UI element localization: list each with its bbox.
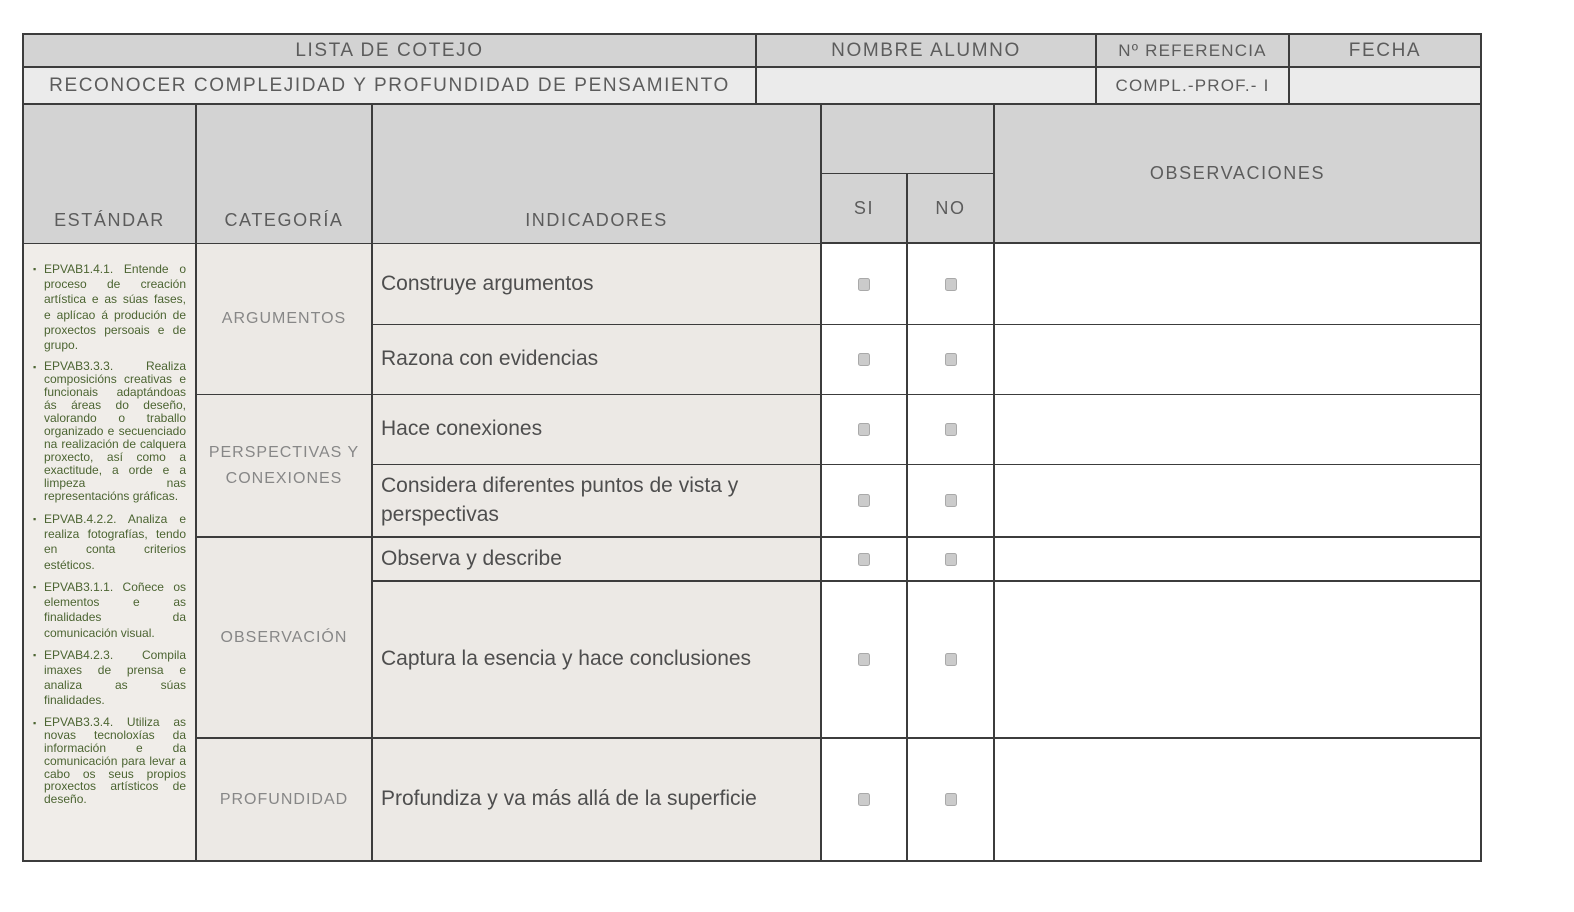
indicator-cell [373, 538, 822, 582]
no-checkbox-cell[interactable] [908, 395, 995, 465]
si-checkbox-cell[interactable] [822, 244, 908, 325]
checkbox-icon[interactable] [858, 494, 870, 507]
si-checkbox-cell[interactable] [822, 395, 908, 465]
document-subtitle: RECONOCER COMPLEJIDAD Y PROFUNDIDAD DE PENSAMIENTO [49, 74, 730, 96]
standard-item: ▪ EPVAB1.4.1. Entende o proceso de creación artística e as súas fases, e aplícao á produción de proxectos persoais e de grupo. [33, 262, 186, 353]
checkbox-icon[interactable] [945, 653, 957, 666]
checkbox-icon[interactable] [858, 353, 870, 366]
category-argumentos [197, 244, 373, 395]
si-checkbox-cell[interactable] [822, 739, 908, 860]
indicadores-label: INDICADORES [525, 210, 668, 230]
no-checkbox-cell[interactable] [908, 465, 995, 538]
checkbox-icon[interactable] [945, 278, 957, 291]
checkbox-icon[interactable] [858, 423, 870, 436]
indicator-text: Razona con evidencias [381, 347, 599, 371]
standard-item: ▪ EPVAB4.2.3. Compila imaxes de prensa e analiza as súas finalidades. [33, 648, 186, 709]
standard-item: ▪ EPVAB3.1.1. Coñece os elementos e as finalidades da comunicación visual. [33, 580, 186, 641]
date-header [1290, 35, 1480, 68]
checkbox-icon[interactable] [858, 653, 870, 666]
category-profundidad [197, 739, 373, 860]
student-name-field[interactable] [757, 68, 1097, 105]
no-checkbox-cell[interactable] [908, 538, 995, 582]
standard-item: ▪ EPVAB3.3.3. Realiza composicións creativas e funcionais adaptándoas ás áreas do deseño, valorando o traballo organizado e secuenciado na realización de calquera proxecto, así como a exactitude, a orde e a limpeza nas representacións gráficas. [33, 360, 186, 502]
indicator-text: Construye argumentos [381, 271, 594, 295]
category-observacion [197, 538, 373, 739]
no-checkbox-cell[interactable] [908, 325, 995, 395]
standards-cell [24, 244, 197, 860]
subtitle-cell [24, 68, 757, 105]
checkbox-icon[interactable] [945, 793, 957, 806]
indicator-cell [373, 395, 822, 465]
column-header-categoria [197, 105, 373, 244]
observaciones-label: OBSERVACIONES [1149, 163, 1326, 183]
no-checkbox-cell[interactable] [908, 739, 995, 860]
checkbox-icon[interactable] [858, 793, 870, 806]
date-field[interactable] [1290, 68, 1480, 105]
indicator-text: Observa y describe [381, 546, 562, 570]
observations-cell[interactable] [995, 325, 1480, 395]
column-header-si [822, 174, 908, 244]
date-label: FECHA [1348, 39, 1422, 61]
observations-cell[interactable] [995, 244, 1480, 325]
si-checkbox-cell[interactable] [822, 325, 908, 395]
student-name-label: NOMBRE ALUMNO [831, 39, 1021, 61]
main-table-band [24, 105, 1480, 860]
si-checkbox-cell[interactable] [822, 582, 908, 739]
reference-value-cell [1097, 68, 1290, 105]
category-perspectivas [197, 395, 373, 538]
checkbox-icon[interactable] [945, 353, 957, 366]
column-header-observaciones [995, 105, 1480, 244]
title-cell [24, 35, 757, 68]
checkbox-icon[interactable] [858, 553, 870, 566]
indicator-cell [373, 739, 822, 860]
category-label: ARGUMENTOS [221, 310, 347, 328]
top-header-band [24, 35, 1480, 105]
reference-label: Nº REFERENCIA [1118, 40, 1267, 60]
indicator-text: Profundiza y va más allá de la superficie [381, 787, 757, 811]
indicator-cell [373, 465, 822, 538]
checkbox-icon[interactable] [945, 494, 957, 507]
checklist-table [22, 33, 1482, 862]
checkbox-icon[interactable] [945, 553, 957, 566]
indicator-cell [373, 244, 822, 325]
observations-cell[interactable] [995, 465, 1480, 538]
reference-value: COMPL.-PROF.- I [1115, 75, 1270, 95]
si-label: SI [853, 197, 875, 218]
column-header-estandar [24, 105, 197, 244]
si-checkbox-cell[interactable] [822, 465, 908, 538]
checkbox-icon[interactable] [858, 278, 870, 291]
no-checkbox-cell[interactable] [908, 244, 995, 325]
reference-header [1097, 35, 1290, 68]
indicator-cell [373, 325, 822, 395]
document-title: LISTA DE COTEJO [295, 39, 484, 61]
indicator-text: Hace conexiones [381, 417, 543, 441]
student-name-header [757, 35, 1097, 68]
indicator-text: Considera diferentes puntos de vista y perspectivas [381, 474, 739, 526]
indicator-text: Captura la esencia y hace conclusiones [381, 647, 752, 671]
column-header-no [908, 174, 995, 244]
no-checkbox-cell[interactable] [908, 582, 995, 739]
no-label: NO [935, 197, 966, 218]
si-checkbox-cell[interactable] [822, 538, 908, 582]
category-label: PERSPECTIVAS Y CONEXIONES [208, 443, 360, 487]
observations-cell[interactable] [995, 739, 1480, 860]
checkbox-icon[interactable] [945, 423, 957, 436]
standard-item: ▪ EPVAB.4.2.2. Analiza e realiza fotografías, tendo en conta criterios estéticos. [33, 512, 186, 573]
si-no-spacer-cell [822, 105, 995, 174]
observations-cell[interactable] [995, 582, 1480, 739]
indicator-cell [373, 582, 822, 739]
estandar-label: ESTÁNDAR [54, 210, 165, 230]
observations-cell[interactable] [995, 538, 1480, 582]
column-header-indicadores [373, 105, 822, 244]
observations-cell[interactable] [995, 395, 1480, 465]
category-label: PROFUNDIDAD [219, 790, 349, 808]
categoria-label: CATEGORÍA [224, 210, 344, 230]
standard-item: ▪ EPVAB3.3.4. Utiliza as novas tecnoloxías da información e da comunicación para levar a cabo os seus propios proxectos artísticos de deseño. [33, 716, 186, 807]
category-label: OBSERVACIÓN [220, 628, 348, 646]
